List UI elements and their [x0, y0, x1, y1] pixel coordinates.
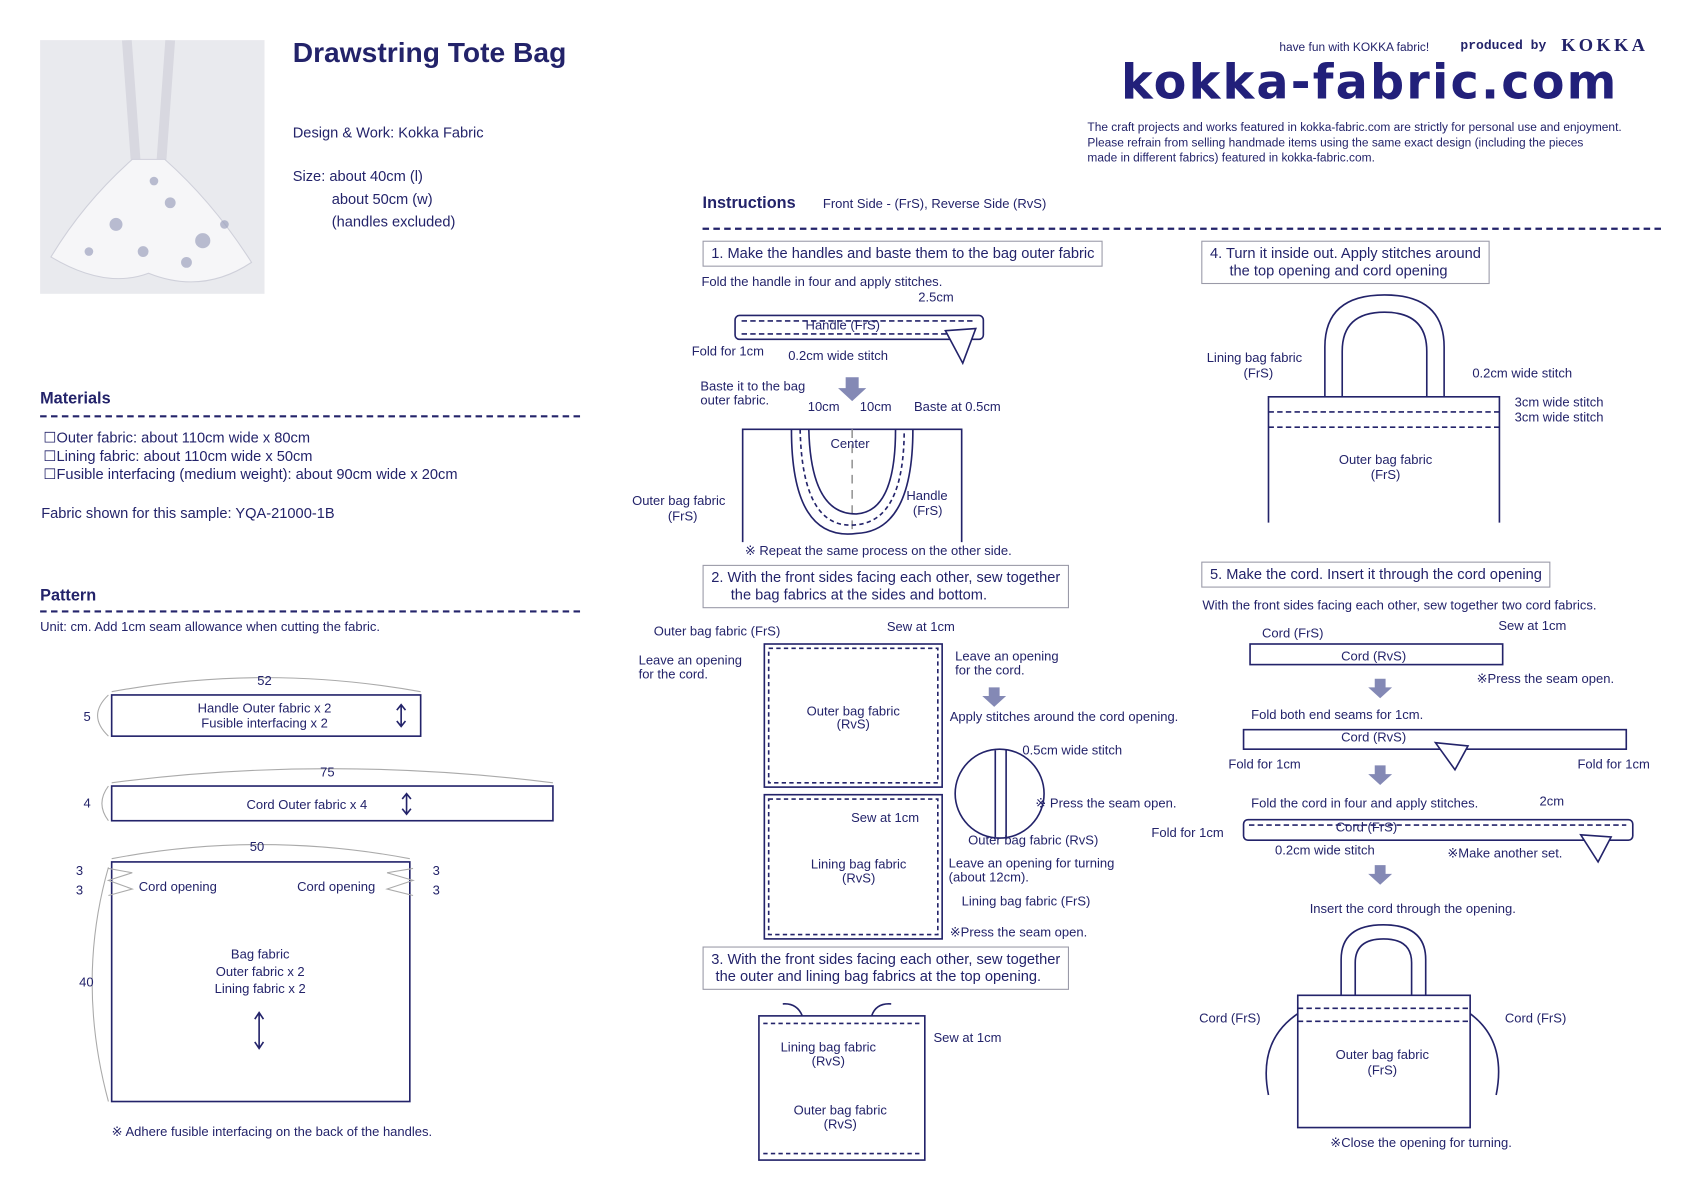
label-pattern-b-l2: Outer fabric x 2: [215, 963, 305, 980]
label-s1-k1: Outer bag fabric: [632, 493, 726, 509]
label-pattern-b-h: 40: [79, 974, 94, 990]
label-pattern-b-co1: Cord opening: [138, 879, 217, 895]
label-pattern-unit: Unit: cm. Add 1cm seam allowance when cutting the fabric.: [40, 619, 380, 635]
label-s2-l2: (about 12cm).: [948, 869, 1029, 885]
label-s1-d: Fold for 1cm: [691, 343, 765, 359]
label-s2-d2: for the cord.: [955, 662, 1025, 678]
label-s3-c2: (RvS): [823, 1116, 857, 1132]
label-s1-f1: Baste it to the bag: [700, 378, 806, 394]
label-s2-e2: (RvS): [836, 716, 870, 732]
label-pattern-b-3b: 3: [75, 882, 84, 898]
label-s1-l2: (FrS): [912, 503, 943, 519]
label-s1-i: Baste at 0.5cm: [913, 398, 1001, 415]
label-s5-a: With the front sides facing each other, sew together two cord fabrics.: [1202, 597, 1597, 613]
label-pattern-b-3c: 3: [432, 863, 440, 879]
instructions-heading: Instructions: [702, 194, 796, 213]
label-pattern-h-l2: Fusible interfacing x 2: [201, 715, 328, 731]
label-s5-b: Cord (FrS): [1261, 625, 1324, 641]
label-s5-g: Cord (RvS): [1341, 729, 1407, 745]
label-pattern-b-w: 50: [249, 839, 265, 855]
label-s5-d: Cord (RvS): [1341, 648, 1407, 664]
materials-heading: Materials: [40, 389, 111, 408]
label-s1-m: ※ Repeat the same process on the other side.: [744, 543, 1012, 559]
step-2-title-line: 2. With the front sides facing each other, sew together: [711, 569, 1061, 586]
label-s2-i: Outer bag fabric (RvS): [968, 832, 1099, 848]
label-s4-e2: (FrS): [1370, 467, 1401, 483]
label-header-size2: about 50cm (w): [331, 190, 433, 208]
label-pattern-b-3a: 3: [75, 863, 84, 879]
label-s2-k1: Lining bag fabric: [810, 856, 907, 872]
step-3-title-line: the outer and lining bag fabrics at the top opening.: [715, 968, 1042, 985]
label-pattern-c-l: Cord Outer fabric x 4: [246, 796, 368, 813]
label-s5-q: Cord (FrS): [1199, 1010, 1261, 1026]
label-s1-a: Fold the handle in four and apply stitches.: [701, 274, 943, 290]
label-header-size3: (handles excluded): [331, 213, 456, 230]
label-s5-s1: Outer bag fabric: [1335, 1047, 1429, 1063]
label-s2-e1: Outer bag fabric: [806, 703, 900, 719]
label-pattern-c-h: 4: [83, 795, 91, 811]
label-s2-c2: for the cord.: [638, 666, 709, 682]
label-pattern-c-w: 75: [320, 764, 335, 780]
label-s5-t: ※Close the opening for turning.: [1330, 1135, 1512, 1151]
label-s3-a1: Lining bag fabric: [780, 1039, 877, 1055]
label-pattern-b-co2: Cord opening: [297, 879, 376, 895]
label-brand-disc2: Please refrain from selling handmade items using the same exact design (including the pieces: [1087, 136, 1584, 150]
produced-by-label: produced by: [1460, 37, 1547, 54]
label-s3-a2: (RvS): [811, 1053, 845, 1070]
brand-logo: kokka-fabric.com: [1121, 55, 1619, 111]
label-s2-l1: Leave an opening for turning: [948, 855, 1115, 871]
label-s5-m: Fold for 1cm: [1151, 825, 1224, 841]
label-brand-disc1: The craft projects and works featured in kokka-fabric.com are strictly for personal use and enjoyment.: [1087, 121, 1622, 135]
label-s5-n: 0.2cm wide stitch: [1274, 842, 1375, 858]
label-s4-a2: (FrS): [1243, 365, 1274, 381]
label-pattern-h-l1: Handle Outer fabric x 2: [197, 700, 332, 716]
label-s2-m: Lining bag fabric (FrS): [961, 893, 1091, 909]
label-s1-b: 2.5cm: [918, 289, 954, 305]
step-4-title-line: the top opening and cord opening: [1229, 262, 1448, 279]
step-5-title: 5. Make the cord. Insert it through the cord opening: [1201, 562, 1550, 588]
label-pattern-b-l1: Bag fabric: [230, 946, 290, 962]
label-s1-g: 10cm: [807, 398, 840, 415]
label-s1-h: 10cm: [859, 398, 892, 415]
label-s5-h: Fold for 1cm: [1228, 756, 1301, 772]
label-s1-k2: (FrS): [667, 508, 698, 524]
label-header-size1: Size: about 40cm (l): [292, 168, 423, 185]
label-s5-r: Cord (FrS): [1504, 1010, 1567, 1026]
label-materials-i1: ☐Outer fabric: about 110cm wide x 80cm: [43, 429, 311, 446]
label-s5-i: Fold for 1cm: [1577, 756, 1650, 772]
label-s2-n: ※Press the seam open.: [949, 924, 1088, 940]
step-3-title-line: 3. With the front sides facing each other, sew together: [711, 950, 1061, 968]
label-s1-c: Handle (FrS): [805, 317, 881, 333]
grain-arrow-icon: [255, 705, 411, 1049]
iron-icon: [945, 329, 975, 364]
label-s2-j: Sew at 1cm: [851, 809, 920, 826]
label-s5-s2: (FrS): [1367, 1062, 1398, 1078]
label-s2-h: ※ Press the seam open.: [1035, 795, 1177, 811]
label-materials-i2: ☐Lining fabric: about 110cm wide x 50cm: [43, 447, 313, 465]
label-pattern-h-h: 5: [83, 709, 91, 725]
label-materials-i3: ☐Fusible interfacing (medium weight): about 90cm wide x 20cm: [43, 466, 458, 483]
label-s1-l1: Handle: [906, 487, 948, 504]
label-s2-f: Apply stitches around the cord opening.: [949, 709, 1179, 725]
label-s2-c1: Leave an opening: [638, 652, 743, 668]
label-pattern-b-3d: 3: [432, 882, 440, 898]
label-s5-o: ※Make another set.: [1447, 845, 1563, 861]
label-s2-a: Outer bag fabric (FrS): [653, 623, 781, 639]
label-s5-f: Fold both end seams for 1cm.: [1251, 706, 1424, 723]
label-s5-j: Fold the cord in four and apply stitches.: [1251, 795, 1479, 811]
label-header-design: Design & Work: Kokka Fabric: [292, 124, 484, 141]
label-brand-disc3: made in different fabrics) featured in kokka-fabric.com.: [1087, 151, 1375, 165]
label-s4-c: 3cm wide stitch: [1514, 394, 1604, 410]
label-s2-k2: (RvS): [842, 870, 876, 886]
step-2-title-line: the bag fabrics at the sides and bottom.: [730, 586, 988, 603]
label-s5-e: ※Press the seam open.: [1476, 671, 1615, 687]
label-instr-legend: Front Side - (FrS), Reverse Side (RvS): [822, 196, 1047, 212]
label-brand-tagline: have fun with KOKKA fabric!: [1279, 41, 1430, 55]
label-s5-l: Cord (FrS): [1335, 819, 1398, 835]
label-s4-d: 3cm wide stitch: [1514, 409, 1604, 425]
label-s5-p: Insert the cord through the opening.: [1309, 900, 1516, 917]
label-s1-e: 0.2cm wide stitch: [788, 348, 888, 364]
label-s2-d1: Leave an opening: [955, 648, 1059, 664]
label-pattern-h-w: 52: [257, 673, 272, 689]
kokka-brand-name: KOKKA: [1561, 34, 1649, 56]
label-s4-a1: Lining bag fabric: [1206, 350, 1303, 366]
step-1-title: 1. Make the handles and baste them to the bag outer fabric: [703, 241, 1104, 267]
label-materials-sample: Fabric shown for this sample: YQA-21000-1B: [41, 505, 335, 522]
label-s2-g: 0.5cm wide stitch: [1022, 742, 1123, 758]
label-s5-c: Sew at 1cm: [1498, 617, 1567, 634]
label-pattern-note: ※ Adhere fusible interfacing on the back of the handles.: [111, 1124, 433, 1140]
label-s2-b: Sew at 1cm: [886, 619, 955, 635]
label-s3-c1: Outer bag fabric: [793, 1102, 887, 1118]
label-s4-e1: Outer bag fabric: [1338, 452, 1433, 468]
step-4-title-line: 4. Turn it inside out. Apply stitches around: [1209, 245, 1481, 262]
label-s5-k: 2cm: [1539, 793, 1565, 809]
page-title: Drawstring Tote Bag: [292, 35, 567, 69]
label-s4-b: 0.2cm wide stitch: [1472, 365, 1573, 381]
label-s3-b: Sew at 1cm: [933, 1029, 1002, 1046]
label-s1-f2: outer fabric.: [700, 392, 770, 408]
label-pattern-b-l3: Lining fabric x 2: [214, 981, 306, 997]
label-s1-j: Center: [830, 435, 870, 452]
pattern-heading: Pattern: [40, 586, 97, 605]
